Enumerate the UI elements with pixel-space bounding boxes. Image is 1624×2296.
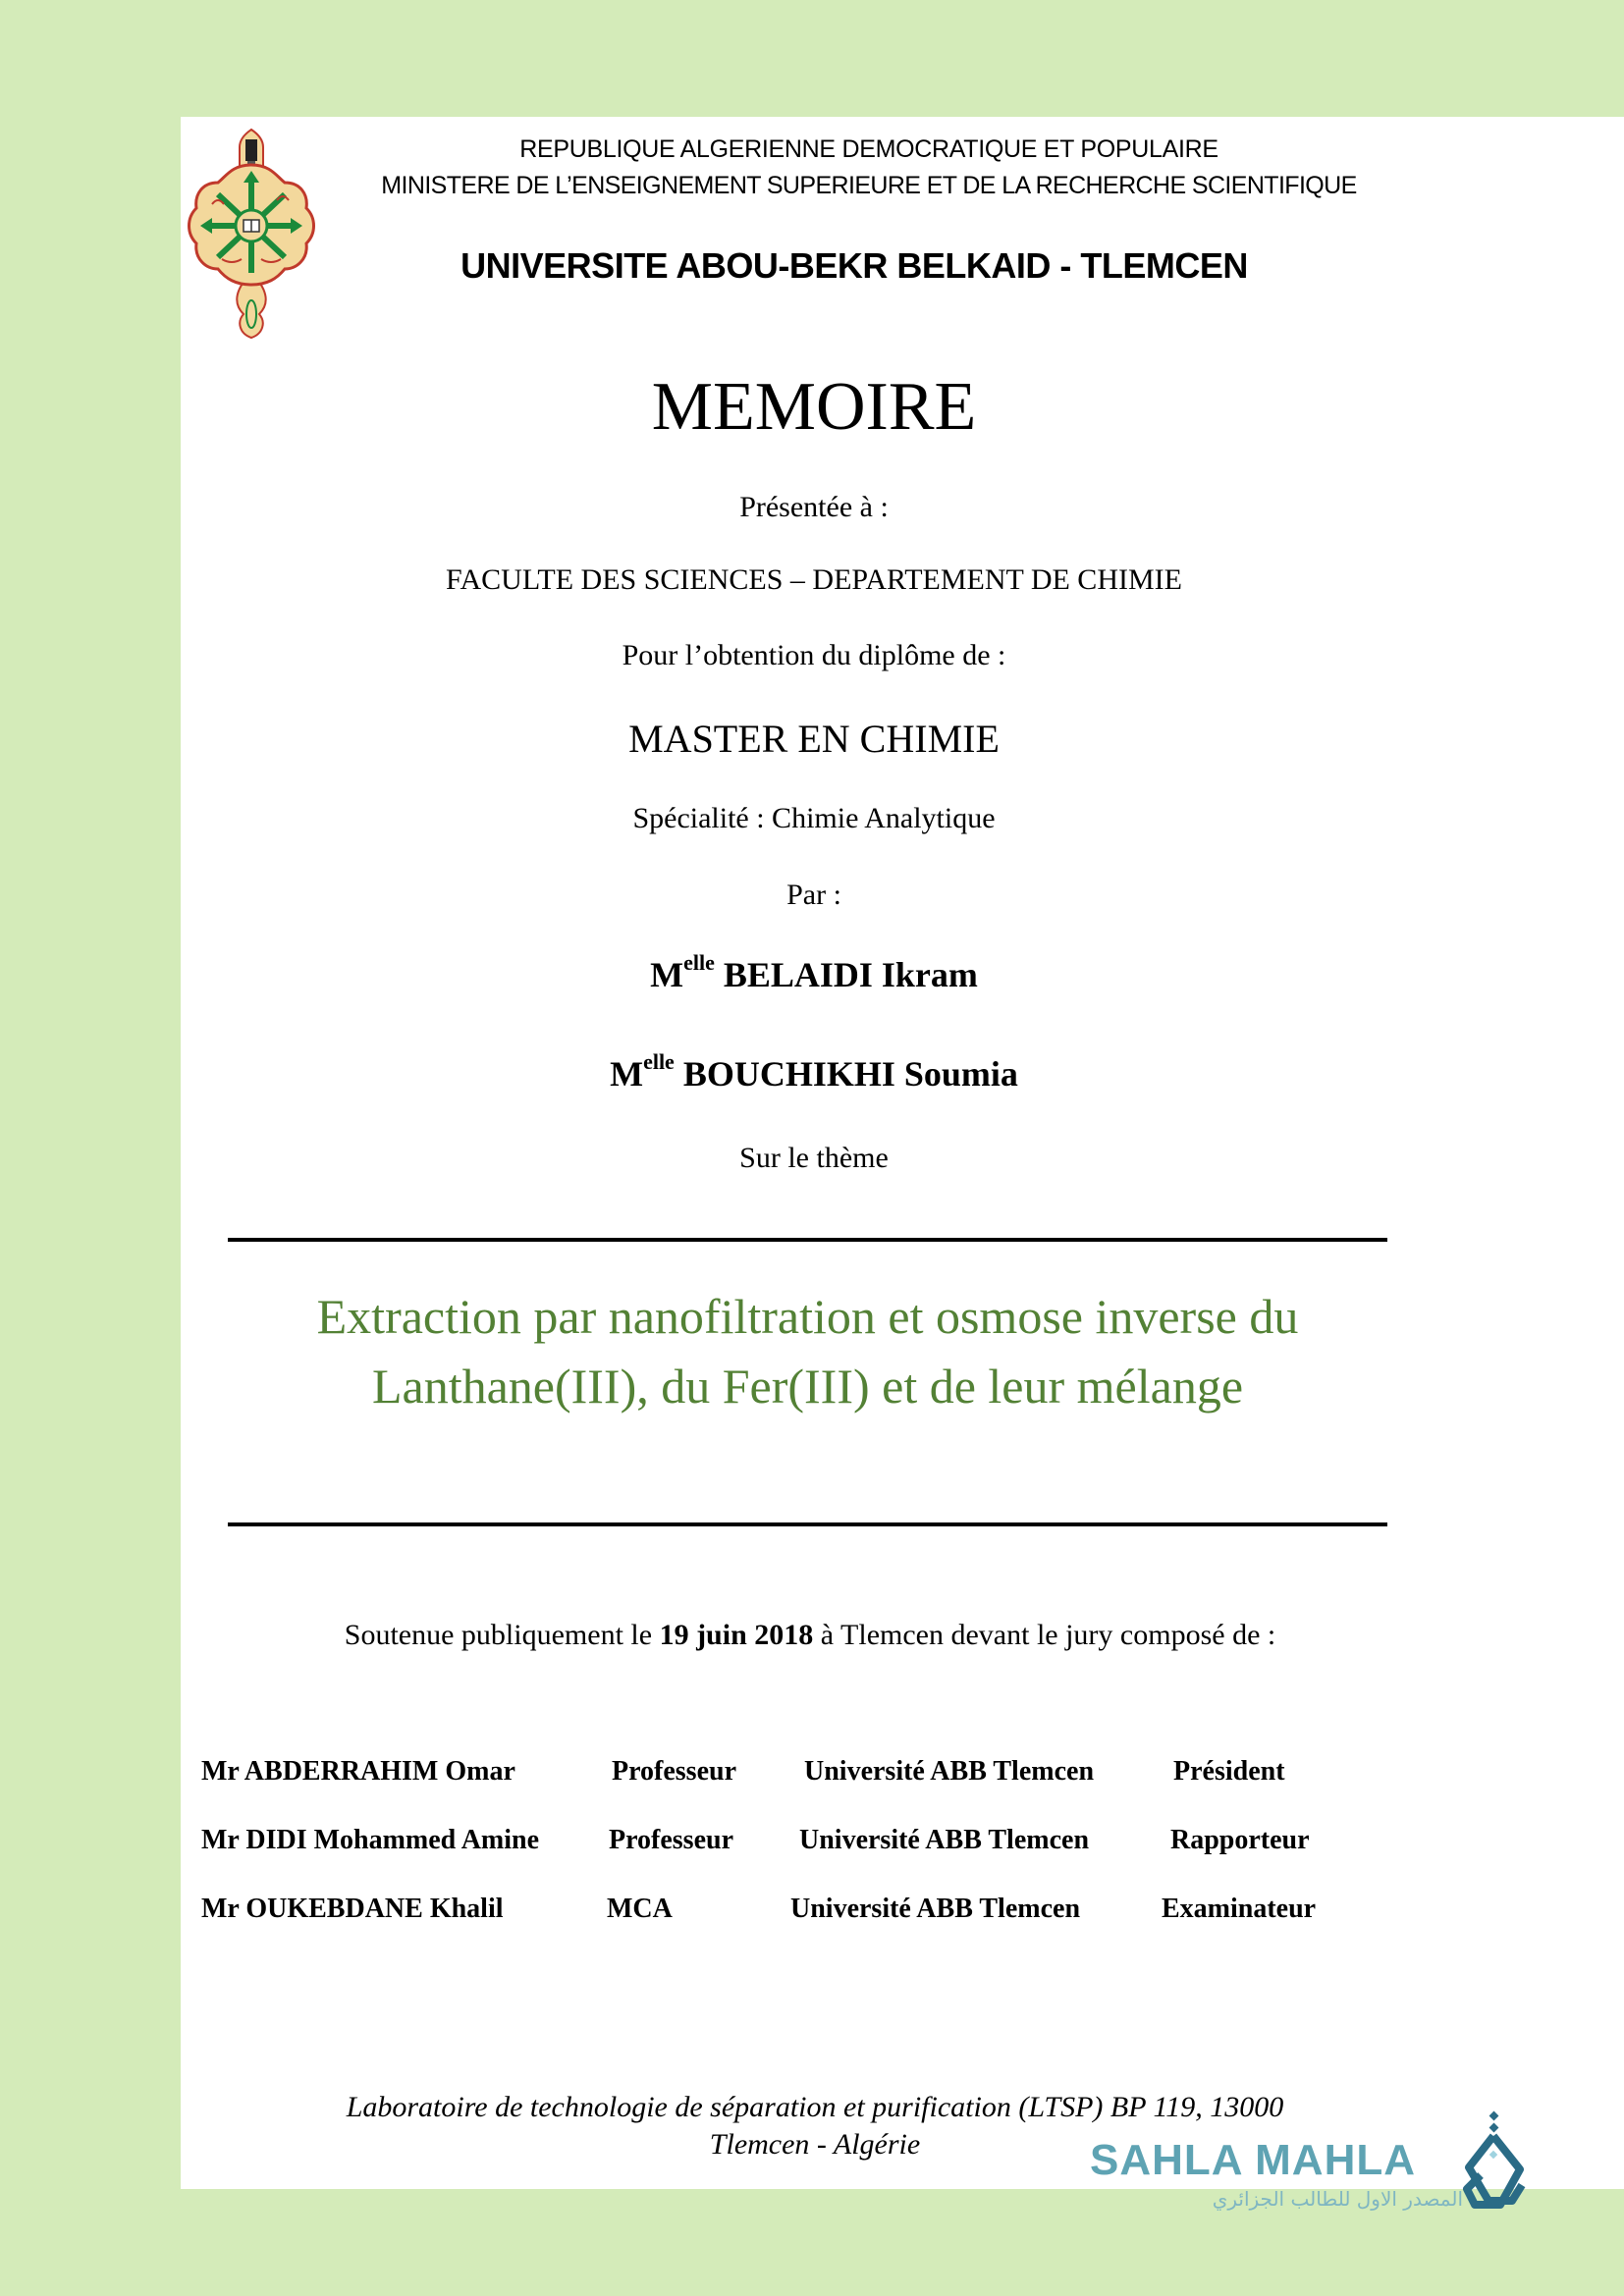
author-title: M [610,1054,644,1094]
laboratory-address-line-1: Laboratoire de technologie de séparation et purification (LTSP) BP 119, 13000 [346,2091,1284,2123]
laboratory-address-line-2: Tlemcen - Algérie [709,2128,921,2161]
jury-member-grade: Professeur [609,1825,733,1855]
jury-row [201,1825,1380,1894]
specialty: Spécialité : Chimie Analytique [632,802,996,834]
degree-name: MASTER EN CHIMIE [628,717,1000,761]
author-title-suffix: elle [683,950,715,975]
author-title: M [650,955,684,994]
jury-member-grade: MCA [607,1894,673,1924]
title-top-divider [228,1238,1387,1242]
author-1 [426,950,1202,995]
jury-member-grade: Professeur [612,1756,736,1787]
thesis-title-line-2: Lanthane(III), du Fer(III) et de leur mélange [371,1359,1244,1414]
defense-statement [245,1619,1375,1652]
document-type-title: MEMOIRE [651,369,977,445]
jury-member-role: Rapporteur [1170,1825,1310,1855]
thesis-title-line-1: Extraction par nanofiltration et osmose inverse du [316,1289,1299,1344]
sahla-mahla-logo-icon [1461,2110,1530,2218]
jury-member-role: Président [1173,1756,1285,1787]
jury-member-institution: Université ABB Tlemcen [799,1825,1090,1855]
defense-text-before: Soutenue publiquement le [344,1619,660,1651]
republic-heading: REPUBLIQUE ALGERIENNE DEMOCRATIQUE ET POPULAIRE [519,135,1218,163]
university-name: UNIVERSITE ABOU-BEKR BELKAID - TLEMCEN [460,245,1248,286]
degree-intro-label: Pour l’obtention du diplôme de : [622,639,1006,671]
defense-text-after: à Tlemcen devant le jury composé de : [813,1619,1276,1651]
author-name: BELAIDI Ikram [723,955,978,994]
jury-member-institution: Université ABB Tlemcen [804,1756,1095,1787]
defense-date: 19 juin 2018 [659,1619,814,1651]
title-bottom-divider [228,1522,1387,1526]
ministry-heading: MINISTERE DE L’ENSEIGNEMENT SUPERIEURE ET DE LA RECHERCHE SCIENTIFIQUE [381,172,1357,199]
theme-label: Sur le thème [739,1142,889,1174]
author-title-suffix: elle [643,1049,675,1074]
jury-member-role: Examinateur [1162,1894,1317,1924]
jury-member-institution: Université ABB Tlemcen [790,1894,1081,1924]
faculty-department: FACULTE DES SCIENCES – DEPARTEMENT DE CHIMIE [446,563,1182,596]
jury-member-name: Mr OUKEBDANE Khalil [201,1894,504,1924]
presented-to-label: Présentée à : [739,491,889,523]
university-crest-icon [183,126,320,340]
jury-table [201,1756,1380,1962]
watermark-tagline: المصدر الاول للطالب الجزائري [1212,2187,1463,2211]
author-2 [426,1049,1202,1095]
jury-row [201,1756,1380,1825]
thesis-title [228,1282,1387,1421]
watermark-brand: SAHLA MAHLA [1090,2136,1416,2184]
jury-member-name: Mr DIDI Mohammed Amine [201,1825,540,1855]
author-name: BOUCHIKHI Soumia [682,1054,1018,1094]
jury-member-name: Mr ABDERRAHIM Omar [201,1756,515,1787]
jury-row [201,1894,1380,1962]
by-label: Par : [786,879,841,911]
